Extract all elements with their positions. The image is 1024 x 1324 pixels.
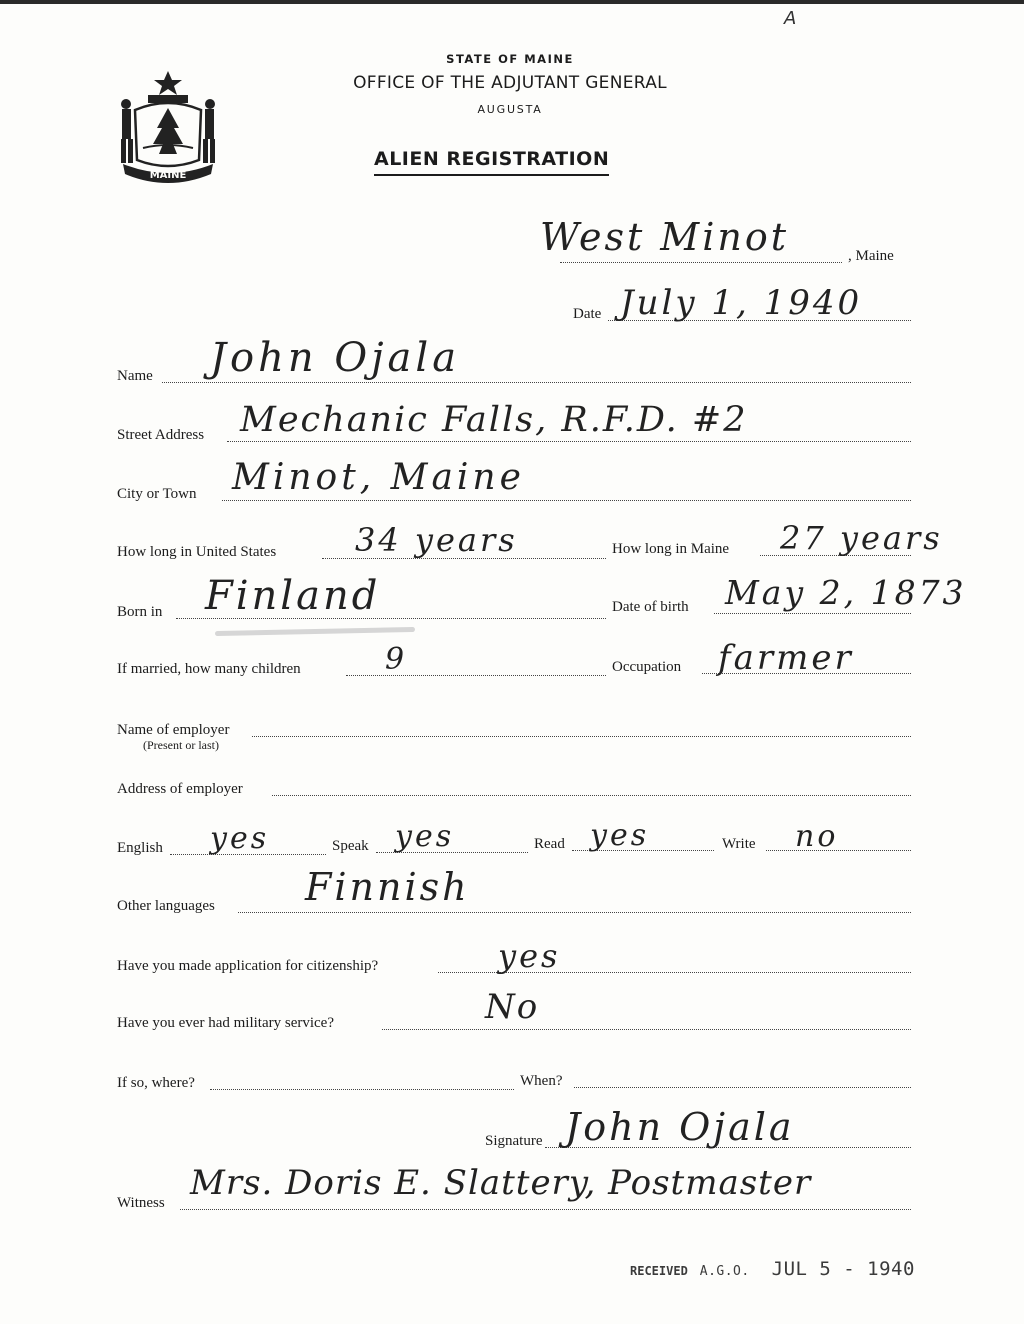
header-state: STATE OF MAINE [446,52,574,66]
received-stamp [630,1258,915,1280]
employer-label: Name of employer [117,722,230,738]
citizenship-label: Have you made application for citizenship? [117,958,379,974]
stamp-agency: A.G.O. [699,1264,750,1279]
children-label: If married, how many children [117,661,301,677]
us-duration-label: How long in United States [117,544,277,560]
other-languages-line [238,912,911,913]
place-suffix-label: , Maine [848,248,894,264]
svg-text:MAINE: MAINE [149,170,187,181]
witness-value: Mrs. Doris E. Slattery, Postmaster [190,1163,812,1203]
street-label: Street Address [117,427,205,443]
write-label: Write [722,836,756,852]
employer-sublabel: (Present or last) [143,738,219,752]
write-value: no [795,819,839,854]
military-line [382,1029,911,1030]
state-seal-icon [113,68,223,186]
city-value: Minot, Maine [232,457,525,498]
occupation-label: Occupation [612,659,682,675]
signature-value: John Ojala [565,1105,795,1149]
employer-line [252,736,911,737]
us-duration-value: 34 years [355,521,518,559]
dob-value: May 2, 1873 [725,573,967,612]
speak-value: yes [395,819,455,854]
other-languages-value: Finnish [305,865,470,909]
place-value: West Minot [540,215,789,259]
date-value: July 1, 1940 [620,283,863,323]
write-line [766,850,911,851]
when-line [574,1087,911,1088]
born-label: Born in [117,604,163,620]
date-label: Date [573,306,602,322]
children-value: 9 [385,642,406,677]
where-line [210,1089,514,1090]
speak-label: Speak [332,838,369,854]
name-line [162,382,911,383]
born-value: Finland [205,573,381,619]
read-label: Read [534,836,565,852]
military-label: Have you ever had military service? [117,1015,334,1031]
dob-label: Date of birth [612,599,689,615]
military-value: No [485,987,540,1027]
top-border [0,0,1024,4]
street-value: Mechanic Falls, R.F.D. #2 [240,400,748,440]
name-value: John Ojala [210,335,461,381]
signature-label: Signature [485,1133,543,1149]
other-languages-label: Other languages [117,898,215,914]
when-label: When? [520,1073,563,1089]
english-value: yes [210,821,270,856]
city-line [222,500,911,501]
maine-duration-label: How long in Maine [612,541,730,557]
name-label: Name [117,368,153,384]
pencil-mark [215,627,415,636]
witness-label: Witness [117,1195,165,1211]
city-label: City or Town [117,486,197,502]
english-label: English [117,840,163,856]
header-office: OFFICE OF THE ADJUTANT GENERAL [353,73,667,93]
corner-mark: A [784,8,797,29]
form-title: ALIEN REGISTRATION [374,148,609,176]
employer-address-line [272,795,911,796]
street-line [227,441,911,442]
header-city: AUGUSTA [477,103,543,116]
read-value: yes [590,818,650,853]
citizenship-value: yes [498,937,561,975]
where-label: If so, where? [117,1075,195,1091]
dob-line [714,613,911,614]
witness-line [180,1209,911,1210]
maine-duration-value: 27 years [780,519,943,557]
stamp-prefix: RECEIVED [630,1264,688,1278]
stamp-date: JUL 5 - 1940 [771,1258,915,1280]
employer-address-label: Address of employer [117,781,243,797]
occupation-value: farmer [718,638,854,678]
place-line [560,262,842,263]
